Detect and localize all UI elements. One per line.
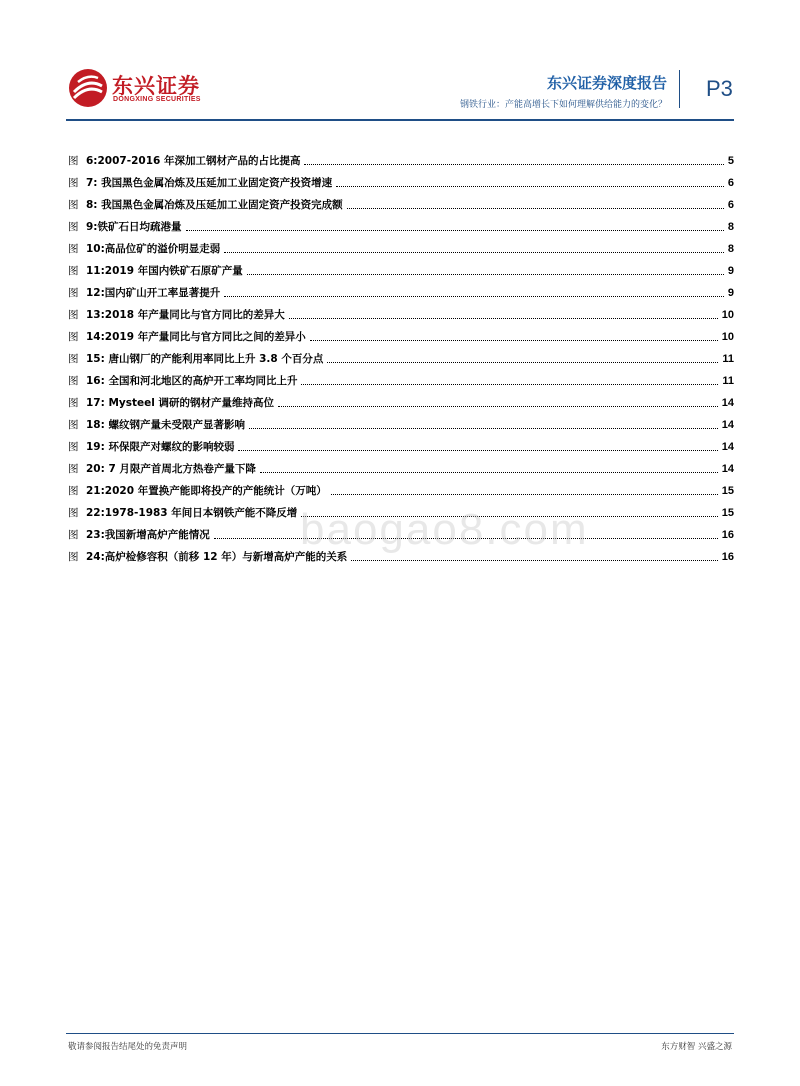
toc-leader-dots bbox=[278, 406, 718, 407]
toc-entry[interactable] bbox=[68, 322, 734, 344]
toc-leader-dots bbox=[186, 230, 724, 231]
toc-entry-label: 12:国内矿山开工率显著提升 bbox=[86, 287, 221, 299]
toc-entry-label: 18: 螺纹钢产量未受限产显著影响 bbox=[86, 419, 245, 431]
toc-leader-dots bbox=[247, 274, 724, 275]
toc-entry[interactable] bbox=[68, 366, 734, 388]
toc-leader-dots bbox=[289, 318, 718, 319]
toc-entry[interactable] bbox=[68, 256, 734, 278]
toc-entry[interactable] bbox=[68, 168, 734, 190]
toc-leader-dots bbox=[327, 362, 718, 363]
toc-entry[interactable] bbox=[68, 190, 734, 212]
toc-leader-dots bbox=[301, 384, 718, 385]
toc-prefix: 图 bbox=[68, 309, 79, 321]
toc-prefix: 图 bbox=[68, 353, 79, 365]
toc-entry-label: 17: Mysteel 调研的钢材产量维持高位 bbox=[86, 397, 275, 409]
header-divider bbox=[679, 70, 680, 108]
toc-prefix: 图 bbox=[68, 397, 79, 409]
toc-leader-dots bbox=[224, 252, 724, 253]
toc-entry-label: 19: 环保限产对螺纹的影响较弱 bbox=[86, 441, 235, 453]
footer-rule bbox=[66, 1033, 734, 1034]
company-logo bbox=[68, 68, 218, 110]
report-title: 东兴证券深度报告 bbox=[546, 74, 667, 92]
toc-entry-page: 15 bbox=[721, 485, 734, 497]
toc-entry-label: 6:2007-2016 年深加工钢材产品的占比提高 bbox=[86, 155, 301, 167]
watermark: baogao8.com bbox=[300, 505, 589, 554]
toc-prefix: 图 bbox=[68, 287, 79, 299]
toc-entry-page: 8 bbox=[727, 243, 734, 255]
toc-entry-page: 11 bbox=[722, 375, 734, 387]
toc-prefix: 图 bbox=[68, 221, 79, 233]
toc-entry-label: 20: 7 月限产首周北方热卷产量下降 bbox=[86, 463, 256, 475]
page-number: P3 bbox=[706, 76, 733, 101]
toc-entry[interactable] bbox=[68, 388, 734, 410]
toc-prefix: 图 bbox=[68, 419, 79, 431]
toc-entry-page: 14 bbox=[721, 441, 734, 453]
toc-prefix: 图 bbox=[68, 199, 79, 211]
toc-entry-label: 10:高品位矿的溢价明显走弱 bbox=[86, 243, 221, 255]
toc-leader-dots bbox=[331, 494, 718, 495]
toc-entry[interactable] bbox=[68, 454, 734, 476]
toc-entry-label: 21:2020 年置换产能即将投产的产能统计（万吨） bbox=[86, 485, 327, 497]
toc-prefix: 图 bbox=[68, 441, 79, 453]
toc-entry-page: 14 bbox=[721, 463, 734, 475]
logo-text-cn: 东兴证券 bbox=[112, 74, 200, 98]
figure-list bbox=[68, 146, 734, 564]
toc-leader-dots bbox=[224, 296, 724, 297]
toc-entry-page: 9 bbox=[727, 287, 734, 299]
toc-prefix: 图 bbox=[68, 529, 79, 541]
toc-leader-dots bbox=[351, 560, 718, 561]
toc-leader-dots bbox=[304, 164, 723, 165]
toc-entry-label: 24:高炉检修容积（前移 12 年）与新增高炉产能的关系 bbox=[86, 551, 348, 563]
footer-slogan: 东方财智 兴盛之源 bbox=[661, 1042, 732, 1052]
toc-entry-page: 11 bbox=[722, 353, 734, 365]
toc-prefix: 图 bbox=[68, 243, 79, 255]
toc-entry-label: 7: 我国黑色金属冶炼及压延加工业固定资产投资增速 bbox=[86, 177, 333, 189]
toc-prefix: 图 bbox=[68, 331, 79, 343]
toc-entry[interactable] bbox=[68, 344, 734, 366]
toc-prefix: 图 bbox=[68, 155, 79, 167]
toc-entry[interactable] bbox=[68, 234, 734, 256]
toc-entry-page: 5 bbox=[727, 155, 734, 167]
toc-entry-label: 23:我国新增高炉产能情况 bbox=[86, 529, 210, 541]
toc-leader-dots bbox=[238, 450, 717, 451]
toc-leader-dots bbox=[260, 472, 718, 473]
toc-entry-label: 22:1978-1983 年间日本钢铁产能不降反增 bbox=[86, 507, 298, 519]
toc-entry-label: 9:铁矿石日均疏港量 bbox=[86, 221, 182, 233]
toc-entry-page: 9 bbox=[727, 265, 734, 277]
toc-entry[interactable] bbox=[68, 432, 734, 454]
toc-entry-page: 15 bbox=[721, 507, 734, 519]
toc-prefix: 图 bbox=[68, 463, 79, 475]
toc-entry[interactable] bbox=[68, 300, 734, 322]
toc-entry-page: 10 bbox=[721, 309, 734, 321]
toc-leader-dots bbox=[310, 340, 718, 341]
page-header bbox=[0, 0, 800, 125]
toc-entry-page: 16 bbox=[721, 551, 734, 563]
logo-mark-icon bbox=[68, 68, 108, 108]
report-subtitle: 钢铁行业：产能高增长下如何理解供给能力的变化？ bbox=[459, 100, 667, 110]
toc-entry-page: 14 bbox=[721, 397, 734, 409]
toc-entry-page: 6 bbox=[727, 177, 734, 189]
footer-disclaimer: 敬请参阅报告结尾处的免责声明 bbox=[68, 1042, 188, 1052]
toc-prefix: 图 bbox=[68, 485, 79, 497]
toc-entry-label: 13:2018 年产量同比与官方同比的差异大 bbox=[86, 309, 285, 321]
toc-entry-label: 14:2019 年产量同比与官方同比之间的差异小 bbox=[86, 331, 306, 343]
header-rule bbox=[66, 119, 734, 121]
toc-leader-dots bbox=[336, 186, 724, 187]
toc-entry-label: 16: 全国和河北地区的高炉开工率均同比上升 bbox=[86, 375, 298, 387]
toc-entry-label: 11:2019 年国内铁矿石原矿产量 bbox=[86, 265, 243, 277]
toc-entry[interactable] bbox=[68, 146, 734, 168]
toc-leader-dots bbox=[347, 208, 724, 209]
toc-entry-page: 8 bbox=[727, 221, 734, 233]
toc-entry[interactable] bbox=[68, 476, 734, 498]
toc-prefix: 图 bbox=[68, 507, 79, 519]
toc-entry[interactable] bbox=[68, 410, 734, 432]
toc-prefix: 图 bbox=[68, 551, 79, 563]
toc-prefix: 图 bbox=[68, 265, 79, 277]
toc-entry-page: 16 bbox=[721, 529, 734, 541]
toc-entry-label: 8: 我国黑色金属冶炼及压延加工业固定资产投资完成额 bbox=[86, 199, 343, 211]
toc-entry-page: 14 bbox=[721, 419, 734, 431]
logo-text-en: DONGXING SECURITIES bbox=[113, 96, 201, 103]
toc-entry-label: 15: 唐山钢厂的产能利用率同比上升 3.8 个百分点 bbox=[86, 353, 324, 365]
toc-leader-dots bbox=[249, 428, 718, 429]
toc-entry-page: 6 bbox=[727, 199, 734, 211]
toc-entry-page: 10 bbox=[721, 331, 734, 343]
toc-entry[interactable] bbox=[68, 212, 734, 234]
toc-prefix: 图 bbox=[68, 177, 79, 189]
toc-prefix: 图 bbox=[68, 375, 79, 387]
toc-entry[interactable] bbox=[68, 278, 734, 300]
